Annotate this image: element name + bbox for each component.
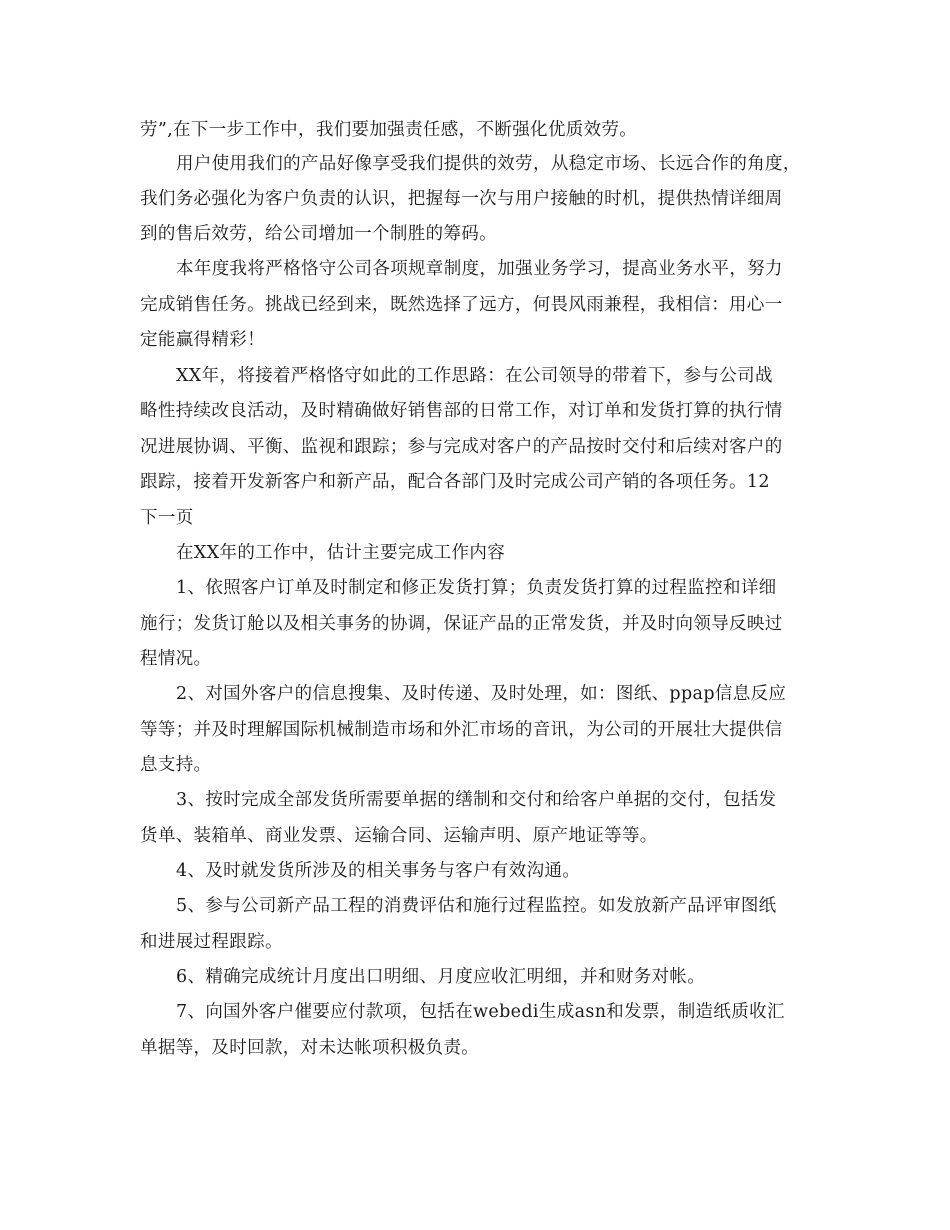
text-line: 4、及时就发货所涉及的相关事务与客户有效沟通。 <box>176 861 581 881</box>
text-line: 程情况。 <box>140 649 212 669</box>
text-line: 况进展协调、平衡、监视和跟踪；参与完成对客户的产品按时交付和后续对客户的 <box>140 437 783 457</box>
text-line: 定能赢得精彩！ <box>140 330 265 350</box>
text-line: 下一页 <box>140 508 194 528</box>
text-line: 到的售后效劳，给公司增加一个制胜的筹码。 <box>140 224 497 244</box>
text-line: 跟踪，接着开发新客户和新产品，配合各部门及时完成公司产销的各项任务。12 <box>140 472 770 492</box>
text-line: 我们务必强化为客户负责的认识，把握每一次与用户接触的时机，提供热情详细周 <box>140 189 783 209</box>
text-line: 单据等，及时回款，对未达帐项积极负责。 <box>140 1038 480 1058</box>
text-line: 货单、装箱单、商业发票、运输合同、运输声明、原产地证等等。 <box>140 826 658 846</box>
text-line: 在XX年的工作中，估计主要完成工作内容 <box>176 543 506 563</box>
text-line: 息支持。 <box>140 755 212 775</box>
text-line: 略性持续改良活动，及时精确做好销售部的日常工作，对订单和发货打算的执行情 <box>140 401 783 421</box>
text-line: 用户使用我们的产品好像享受我们提供的效劳，从稳定市场、长远合作的角度， <box>176 154 801 174</box>
text-line: 和进展过程跟踪。 <box>140 932 283 952</box>
text-line: 1、依照客户订单及时制定和修正发货打算；负责发货打算的过程监控和详细 <box>176 578 777 598</box>
text-line: 完成销售任务。挑战已经到来，既然选择了远方，何畏风雨兼程，我相信：用心一 <box>140 295 783 315</box>
text-line: 3、按时完成全部发货所需要单据的缮制和交付和给客户单据的交付，包括发 <box>176 790 777 810</box>
text-line: 劳”,在下一步工作中，我们要加强责任感，不断强化优质效劳。 <box>140 120 638 140</box>
text-line: 7、向国外客户催要应付款项，包括在webedi生成asn和发票，制造纸质收汇 <box>176 1002 785 1022</box>
text-line: XX年，将接着严格恪守如此的工作思路：在公司领导的带着下，参与公司战 <box>176 366 773 386</box>
text-line: 施行；发货订舱以及相关事务的协调，保证产品的正常发货，并及时向领导反映过 <box>140 614 783 634</box>
text-line: 等等；并及时理解国际机械制造市场和外汇市场的音讯，为公司的开展壮大提供信 <box>140 720 783 740</box>
text-line: 2、对国外客户的信息搜集、及时传递、及时处理，如：图纸、ppap信息反应 <box>176 684 787 704</box>
text-line: 5、参与公司新产品工程的消费评估和施行过程监控。如发放新产品评审图纸 <box>176 896 777 916</box>
text-line: 本年度我将严格恪守公司各项规章制度，加强业务学习，提高业务水平，努力 <box>176 259 783 279</box>
text-line: 6、精确完成统计月度出口明细、月度应收汇明细，并和财务对帐。 <box>176 967 706 987</box>
